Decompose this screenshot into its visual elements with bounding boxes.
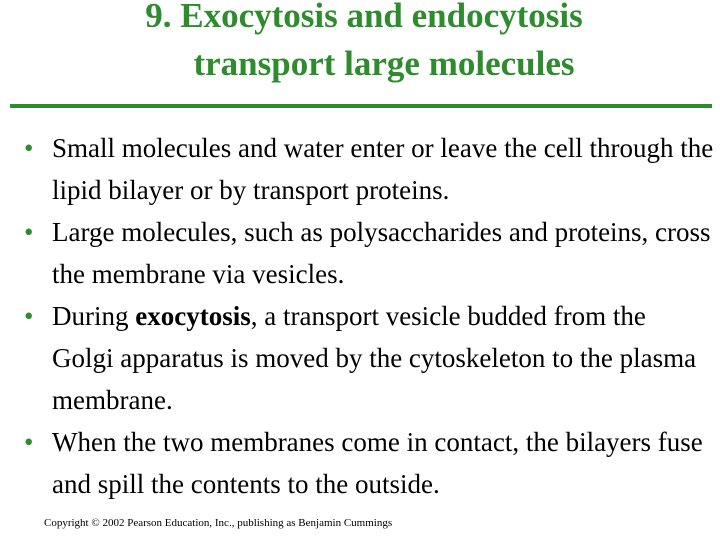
title-divider: [10, 104, 712, 108]
bullet-dot-icon: •: [24, 427, 34, 457]
bullet-item-1: [24, 127, 714, 211]
bullet-text-pre: During: [52, 301, 136, 331]
bullet-dot-icon: •: [24, 301, 34, 331]
bullet-text-post: , a transport vesicle budded from the Golgi apparatus is moved by the cytoskeleton to the plasma membrane.: [52, 301, 697, 415]
slide-title: [0, 0, 720, 88]
bullet-item-2: [24, 211, 714, 295]
copyright-notice: Copyright © 2002 Pearson Education, Inc., publishing as Benjamin Cummings: [44, 517, 393, 529]
slide-title-line-1: 9. Exocytosis and endocytosis: [145, 0, 583, 35]
bullet-item-4: [24, 421, 714, 505]
bullet-text: When the two membranes come in contact, the bilayers fuse and spill the contents to the outside.: [52, 427, 703, 499]
bullet-term-exocytosis: exocytosis: [135, 301, 251, 331]
bullet-list: [24, 127, 714, 505]
bullet-dot-icon: •: [24, 217, 34, 247]
bullet-dot-icon: •: [24, 133, 34, 163]
bullet-text: Large molecules, such as polysaccharides and proteins, cross the membrane via vesicles.: [52, 217, 711, 289]
bullet-item-3: [24, 295, 714, 421]
slide-title-line-2: transport large molecules: [193, 44, 575, 83]
bullet-text: Small molecules and water enter or leave the cell through the lipid bilayer or by transport proteins.: [52, 133, 714, 205]
